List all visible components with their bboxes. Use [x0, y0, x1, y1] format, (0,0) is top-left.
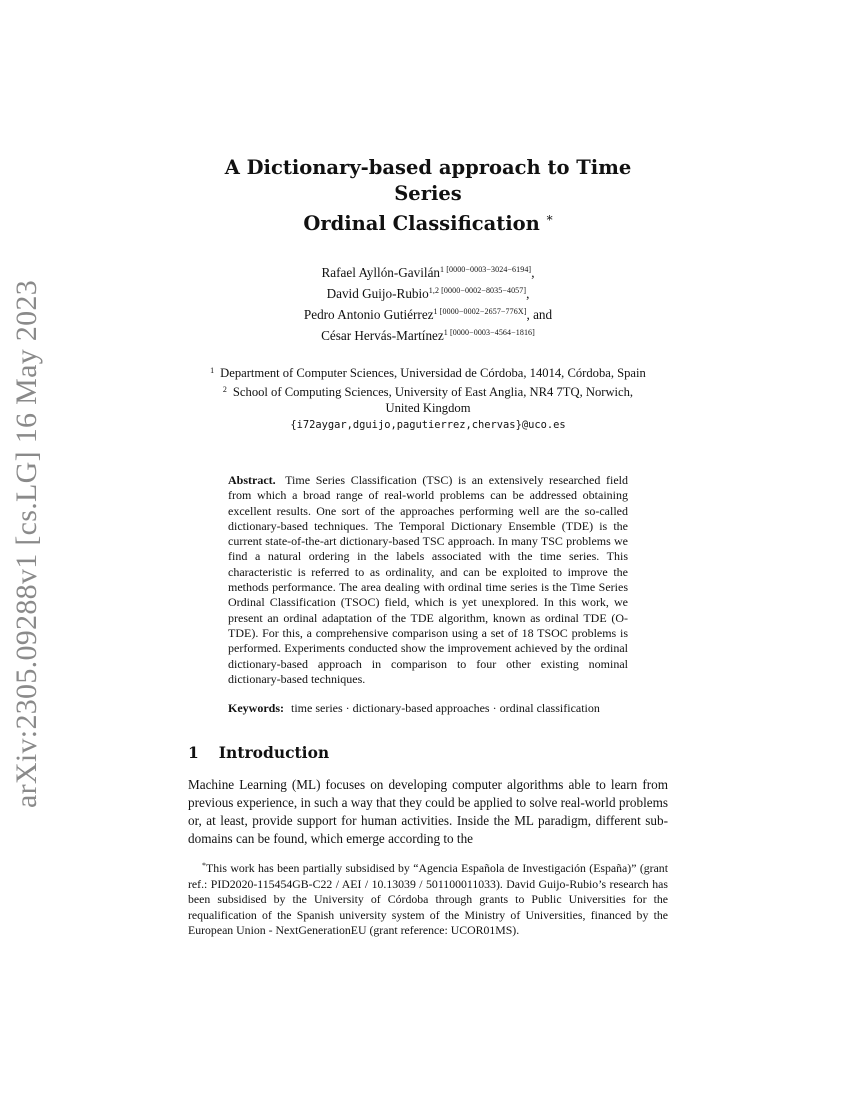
keywords-text: time series · dictionary-based approaches · ordinal classification — [291, 701, 600, 716]
affiliation-1 — [188, 363, 668, 382]
affiliation-mark: 2 — [222, 384, 227, 394]
arxiv-identifier-stamp — [4, 280, 50, 808]
author-name: David Guijo-Rubio — [326, 286, 429, 301]
affiliation-text: School of Computing Sciences, University of East Anglia, NR4 7TQ, Norwich, — [232, 384, 634, 399]
author-name: César Hervás-Martínez — [321, 328, 444, 343]
section-heading — [188, 743, 668, 762]
affiliations — [188, 363, 668, 433]
paper-page — [188, 150, 668, 939]
author-name: Pedro Antonio Gutiérrez — [303, 307, 434, 322]
funding-footnote — [188, 858, 668, 939]
keywords — [228, 701, 628, 716]
abstract-text: Time Series Classification (TSC) is an extensively researched field from which a broad range of real-world problems can be addressed obtaining excellent results. One sort of the approaches performing well are the so-called dictionary-based techniques. The Temporal Dictionary Ensemble (TDE) is the current state-of-the-art dictionary-based TSC approach. In many TSC problems we find a natural ordering in the labels associated with the time series. This characteristic is referred to as ordinality, and can be exploited to improve the methods performance. The area dealing with ordinal time series is the Time Series Ordinal Classification (TSOC) field, which is yet unexplored. In this work, we present an ordinal adaptation of the TDE algorithm, known as ordinal TDE (O-TDE). For this, a comprehensive comparison using a set of 18 TSOC problems is performed. Experiments conducted show the improvement achieved by the ordinal dictionary-based approach in comparison to four other existing nominal dictionary-based techniques. — [228, 473, 628, 686]
author-orcid: 1 [0000−0003−4564−1816] — [443, 328, 535, 337]
title-line-1: A Dictionary-based approach to Time Series — [224, 156, 632, 205]
author-separator: , — [531, 265, 535, 280]
author-separator: , — [526, 286, 530, 301]
introduction-paragraph: Machine Learning (ML) focuses on developing computer algorithms able to learn from previous experience, in such a way that they could be applied to solve real-world problems or, at least, provide support for human activities. Inside the ML paradigm, different sub-domains can be found, which emerge according to the — [188, 777, 668, 847]
author-separator: , and — [526, 307, 553, 322]
title-line-2: Ordinal Classification — [303, 212, 540, 235]
footnote-mark: * — [202, 861, 206, 871]
arxiv-identifier-text: arXiv:2305.09288v1 [cs.LG] 16 May 2023 — [10, 280, 43, 808]
author-orcid: 1 [0000−0002−2657−776X] — [433, 307, 527, 316]
author-line — [188, 324, 668, 345]
author-orcid: 1,2 [0000−0002−8035−4057] — [428, 286, 527, 295]
affiliation-2-continued: United Kingdom — [385, 401, 471, 415]
abstract-label: Abstract. — [228, 473, 276, 487]
affiliation-text: Department of Computer Sciences, Universidad de Córdoba, 14014, Córdoba, Spain — [220, 366, 646, 380]
author-emails: {i72aygar,dguijo,pagutierrez,chervas}@uco.es — [290, 418, 566, 431]
author-list — [188, 261, 668, 345]
affiliation-mark: 1 — [210, 366, 215, 375]
author-name: Rafael Ayllón-Gavilán — [321, 265, 441, 280]
keywords-label: Keywords: — [228, 701, 284, 716]
section-number: 1 — [188, 743, 199, 763]
author-line — [188, 303, 668, 324]
title-footnote-mark: * — [546, 213, 553, 227]
affiliation-2 — [188, 382, 668, 401]
author-line — [188, 282, 668, 303]
paper-title — [188, 155, 668, 237]
author-orcid: 1 [0000−0003−3024−6194] — [440, 265, 532, 274]
footnote-text: This work has been partially subsidised by “Agencia Española de Investigación (España)” (grant ref.: PID2020-115454GB-C22 / AEI / 10.13039 / 501100011033). David Guijo-Rubio’s research has been subsidised by the University of Córdoba through grants to Public Universities for the requalification of the Spanish university system of the Ministry of Universities, financed by the European Union - NextGenerationEU (grant reference: UCOR01MS). — [188, 861, 668, 938]
section-title: Introduction — [218, 743, 330, 763]
author-line — [188, 261, 668, 282]
abstract — [228, 473, 628, 687]
